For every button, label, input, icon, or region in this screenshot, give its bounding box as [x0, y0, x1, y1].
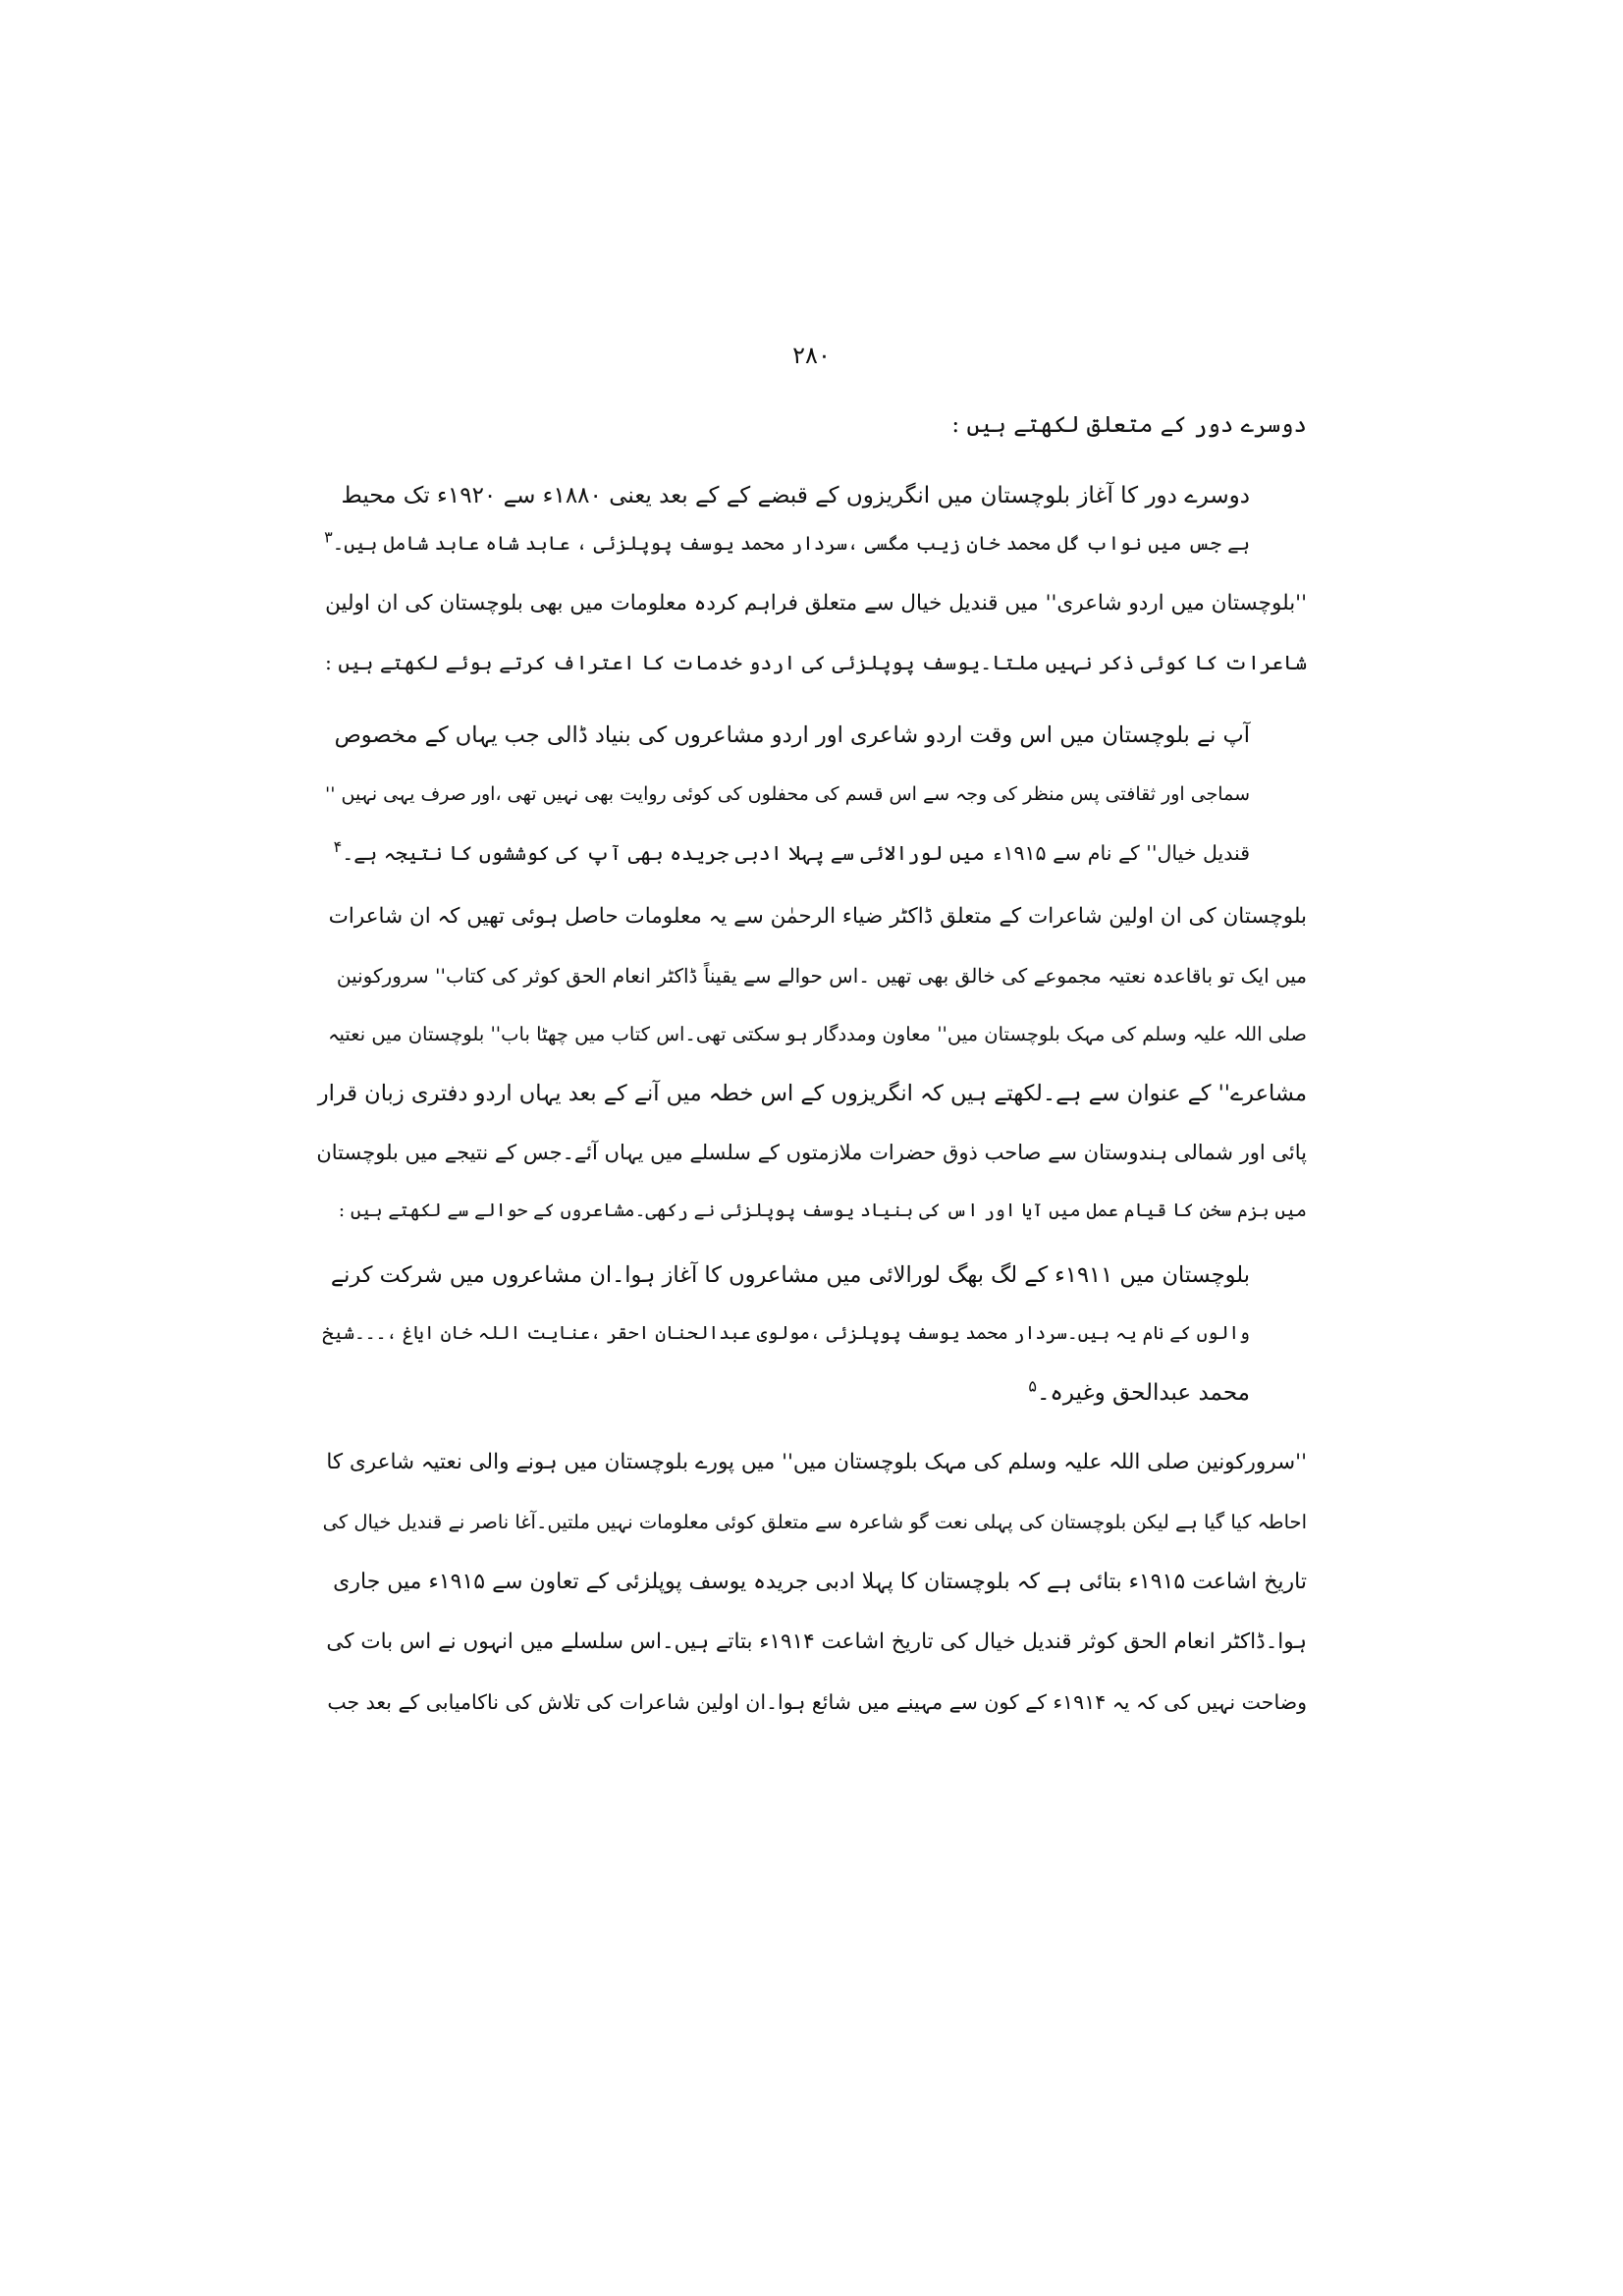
quote2-line [334, 828, 1250, 878]
paragraph-line: پائی اور شمالی ہندوستان سے صاحب ذوق حضرات ملازمتوں کے سلسلے میں یہاں آئے۔جس کے نتیجے میں بلوچستان [316, 1141, 1307, 1164]
paragraph-line: شاعرات کا کوئی ذکر نہیں ملتا۔یوسف پوپلزئی کی اردو خدمات کا اعتراف کرتے ہوئے لکھتے ہیں : [324, 651, 1307, 674]
quote2-line-text: قندیل خیال'' کے نام سے ۱۹۱۵ء میں لورالائی سے پہلا ادبی جریدہ بھی آپ کی کوششوں کا نتیجہ ہے۔ [342, 841, 1250, 865]
paragraph-line: تاریخ اشاعت ۱۹۱۵ء بتائی ہے کہ بلوچستان کا پہلا ادبی جریدہ یوسف پوپلزئی کے تعاون سے ۱۹۱۵ء میں جاری [333, 1570, 1307, 1594]
paragraph-line: میں بزم سخن کا قیام عمل میں آیا اور اس کی بنیاد یوسف پوپلزئی نے رکھی۔مشاعروں کے حوالے سے لکھتے ہیں : [338, 1201, 1307, 1221]
quote3-line: بلوچستان میں ۱۹۱۱ء کے لگ بھگ لورالائی میں مشاعروں کا آغاز ہوا۔ان مشاعروں میں شرکت کرنے [330, 1262, 1250, 1288]
footnote-ref: ۳ [324, 527, 333, 547]
footnote-ref: ۵ [1028, 1376, 1037, 1396]
paragraph-line: وضاحت نہیں کی کہ یہ ۱۹۱۴ء کے کون سے مہینے میں شائع ہوا۔ان اولین شاعرات کی تلاش کی ناکامیابی کے بعد جب [327, 1690, 1307, 1714]
quote1-line-text: ہے جس میں نواب گل محمد خان زیب مگسی ،سردار محمد یوسف پوپلزئی ، عابد شاہ عابد شامل ہیں۔ [332, 532, 1250, 555]
quote3-line-text: محمد عبدالحق وغیرہ۔ [1036, 1380, 1250, 1406]
paragraph-line: مشاعرے'' کے عنوان سے ہے۔لکھتے ہیں کہ انگریزوں کے اس خطہ میں آنے کے بعد یہاں اردو دفتری زبان قرار [317, 1081, 1307, 1106]
paragraph-line: ''بلوچستان میں اردو شاعری'' میں قندیل خیال سے متعلق فراہم کردہ معلومات میں بھی بلوچستان کی ان اولین [325, 591, 1307, 615]
paragraph-line: احاطہ کیا گیا ہے لیکن بلوچستان کی پہلی نعت گو شاعرہ سے متعلق کوئی معلومات نہیں ملتیں۔آغا ناصر نے قندیل خیال کی [322, 1511, 1307, 1533]
quote3-line [1028, 1368, 1250, 1417]
quote2-line: آپ نے بلوچستان میں اس وقت اردو شاعری اور اردو مشاعروں کی بنیاد ڈالی جب یہاں کے مخصوص [334, 722, 1250, 748]
quote1-line [324, 519, 1250, 568]
page-number: ۲۸۰ [792, 342, 831, 369]
footnote-ref: ۴ [333, 837, 343, 857]
paragraph-line: ''سرورکونین صلی اللہ علیہ وسلم کی مہک بلوچستان میں'' میں پورے بلوچستان میں ہونے والی نعتیہ شاعری کا [326, 1450, 1307, 1474]
quote3-line: والوں کے نام یہ ہیں۔سردار محمد یوسف پوپلزئی ،مولوی عبدالحنان احقر ،عنایت اللہ خان ایاغ ،۔۔۔شیخ [322, 1323, 1250, 1344]
paragraph-line: میں ایک تو باقاعدہ نعتیہ مجموعے کی خالق بھی تھیں ۔اس حوالے سے یقیناً ڈاکٹر انعام الحق کوثر کی کتاب'' سرورکونین [336, 964, 1307, 988]
paragraph-line: ہوا۔ڈاکٹر انعام الحق کوثر قندیل خیال کی تاریخ اشاعت ۱۹۱۴ء بتاتے ہیں۔اس سلسلے میں انہوں نے اس بات کی [326, 1629, 1307, 1654]
quote2-line: سماجی اور ثقافتی پس منظر کی وجہ سے اس قسم کی محفلوں کی کوئی روایت بھی نہیں تھی ،اور صرف یہی نہیں '' [325, 783, 1250, 805]
paragraph-line: بلوچستان کی ان اولین شاعرات کے متعلق ڈاکٹر ضیاء الرحمٰن سے یہ معلومات حاصل ہوئی تھیں کہ ان شاعرات [328, 904, 1307, 929]
quote1-line: دوسرے دور کا آغاز بلوچستان میں انگریزوں کے قبضے کے کے بعد یعنی ۱۸۸۰ء سے ۱۹۲۰ء تک محیط [341, 483, 1250, 508]
paragraph-line: صلی اللہ علیہ وسلم کی مہک بلوچستان میں'' معاون ومددگار ہو سکتی تھی۔اس کتاب میں چھٹا باب'' بلوچستان میں نعتیہ [328, 1023, 1307, 1045]
intro-line: دوسرے دور کے متعلق لکھتے ہیں : [951, 412, 1307, 438]
